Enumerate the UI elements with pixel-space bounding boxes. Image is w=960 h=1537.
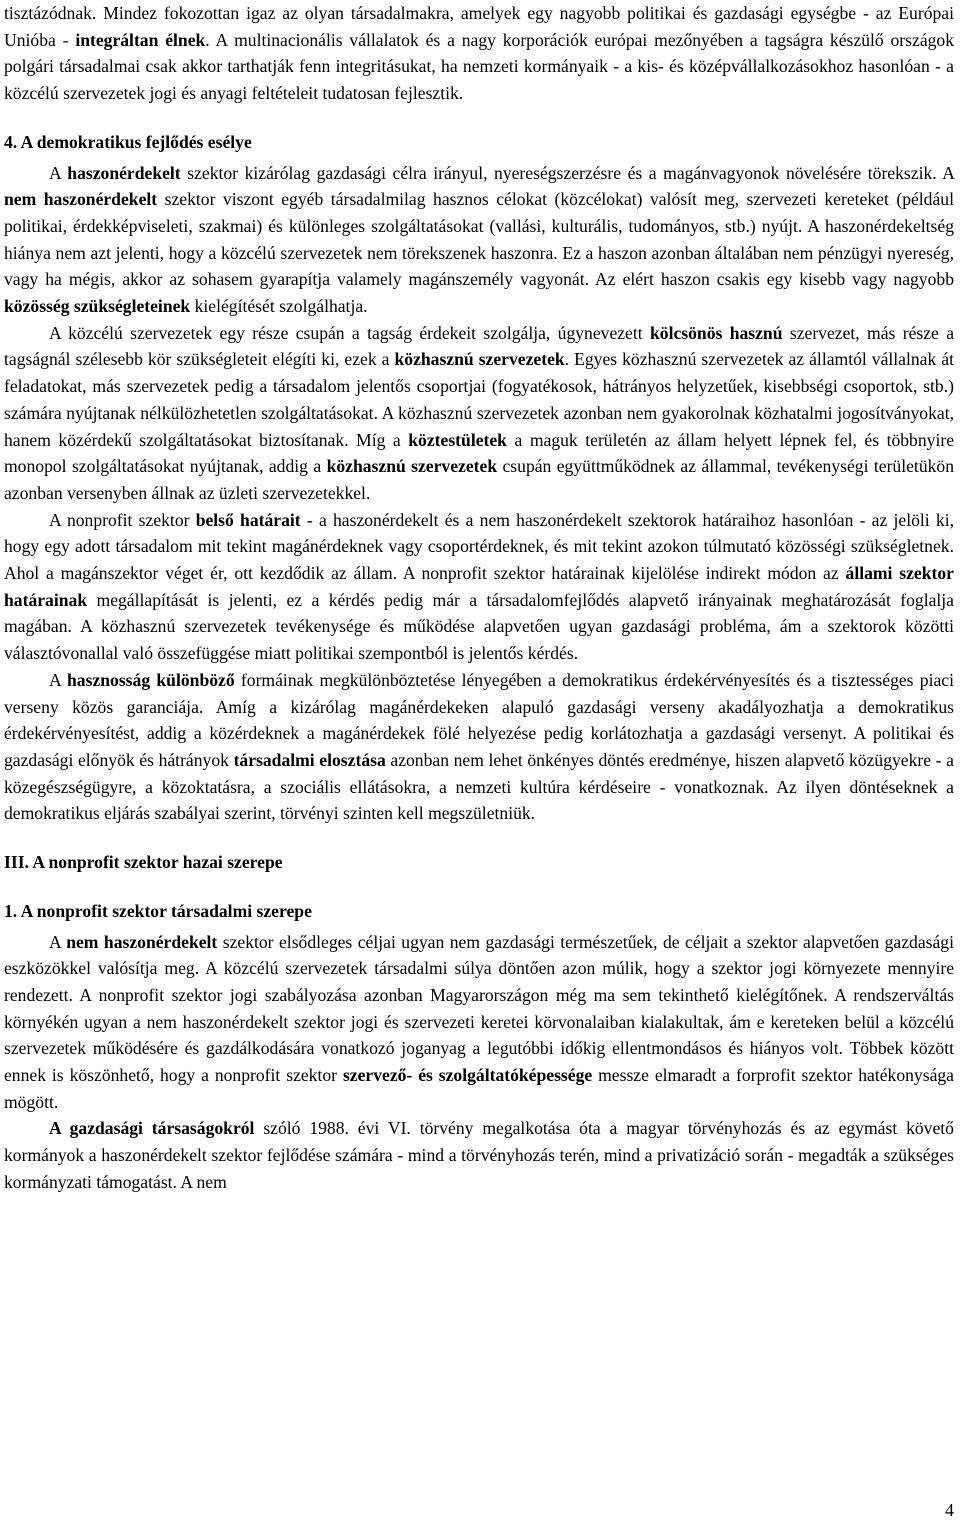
paragraph-2: A közcélú szervezetek egy része csupán a tagság érdekeit szolgálja, úgynevezett kölcsönös hasznú szervezet, más része a tagságnál szélesebb kör szükségleteit elégíti ki, ezek a közhasznú szervezetek. Egyes közhasznú szervezetek az államtól vállalnak át feladatokat, más szervezetek pedig a társadalom jelentős csoportjai (fogyatékosok, hátrányos helyzetűek, kisebbségi csoportok, stb.) számára nyújtanak nélkülözhetetlen szolgáltatásokat. A közhasznú szervezetek azonban nem gyakorolnak közhatalmi jogosítványokat, hanem közérdekű szolgáltatásokat biztosítanak. Míg a köztestületek a maguk területén az állam helyett lépnek fel, és többnyire monopol szolgáltatásokat nyújtanak, addig a közhasznú szervezetek csupán együttműködnek az állammal, tevékenységi területükön azonban versenyben állnak az üzleti szervezetekkel. (4, 322, 955, 503)
paragraph-5: A nem haszonérdekelt szektor elsődleges céljai ugyan nem gazdasági természetűek, de céljait a szektor alapvetően gazdasági eszközökkel valósítja meg. A közcélú szervezetek társadalmi súlya döntően azon múlik, hogy a szektor jogi környezete mennyire rendezett. A nonprofit szektor jogi szabályozása azonban Magyarországon még ma sem tekinthető kielégítőnek. A rendszerváltás környékén ugyan a nem haszonérdekelt szektor jogi és szervezeti keretei körvonalaiban kialakultak, ám e kereteken belül a közcélú szervezetek működésére és gazdálkodására vonatkozó joganyag a legutóbbi időkig ellentmondásos és hiányos volt. Többek között ennek is köszönhető, hogy a nonprofit szektor szervező- és szolgáltatóképessége messze elmaradt a forprofit szektor hatékonysága mögött. (4, 931, 954, 1112)
document-page (4, 0, 954, 1196)
paragraph-6: A gazdasági társaságokról szóló 1988. évi VI. törvény megalkotása óta a magyar törvényhozás és az egymást követő kormányok a haszonérdekelt szektor fejlődése számára - mind a törvényhozás terén, mind a privatizáció során - megadták a szükséges kormányzati támogatást. A nem (4, 1118, 954, 1192)
paragraph-3: A nonprofit szektor belső határait - a haszonérdekelt és a nem haszonérdekelt szektorok határaihoz hasonlóan - az jelöli ki, hogy egy adott társadalom mit tekint magánérdeknek vagy csoportérdeknek, és mit tekint azokon túlmutató közösségi szükségletnek. Ahol a magánszektor véget ér, ott kezdődik az állam. A nonprofit szektor határainak kijelölése indirekt módon az állami szektor határainak megállapítását is jelenti, ez a kérdés pedig már a társadalomfejlődés alapvető irányainak meghatározását foglalja magában. A közhasznú szervezetek tevékenysége és működése alapvetően ugyan gazdasági probléma, ám a szektorok közötti választóvonallal való összefüggése miatt politikai szempontból is jelentős kérdés. (4, 509, 954, 664)
paragraph-intro: tisztázódnak. Mindez fokozottan igaz az olyan társadalmakra, amelyek egy nagyobb politikai és gazdasági egységbe - az Európai Unióba - integráltan élnek. A multinacionális vállalatok és a nagy korporációk európai mezőnyében a tagságra készülő országok polgári társadalmai csak akkor tarthatják fenn integritásukat, ha nemzeti kormányaik - a kis- és középvállalkozásokhoz hasonlóan - a közcélú szervezetek jogi és anyagi feltételeit tudatosan fejlesztik. (4, 3, 955, 104)
section-heading-4: 4. A demokratikus fejlődés esélye (4, 131, 252, 152)
section-heading-1: 1. A nonprofit szektor társadalmi szerepe (4, 900, 312, 921)
section-heading-III: III. A nonprofit szektor hazai szerepe (4, 852, 283, 873)
paragraph-1: A haszonérdekelt szektor kizárólag gazdasági célra irányul, nyereségszerzésre és a magánvagyonok növelésére törekszik. A nem haszonérdekelt szektor viszont egyéb társadalmilag hasznos célokat (közcélokat) valósít meg, szervezeti kereteket (például politikai, érdekképviseleti, szakmai) és különleges szolgáltatásokat (vallási, kulturális, tudományos, stb.) nyújt. A haszonérdekeltség hiánya nem azt jelenti, hogy a közcélú szervezetek nem törekszenek haszonra. Ez a haszon azonban általában nem pénzügyi nyereség, vagy ha mégis, akkor az sohasem gyarapítja valamely magánszemély vagyonát. Az elért haszon csakis egy kisebb vagy nagyobb közösség szükségleteinek kielégítését szolgálhatja. (4, 162, 954, 317)
page-number: 4 (945, 1500, 954, 1520)
paragraph-4: A hasznosság különböző formáinak megkülönböztetése lényegében a demokratikus érdekérvényesítés és a tisztességes piaci verseny közös garanciája. Amíg a kizárólag magánérdekeken alapuló gazdasági verseny akadályozhatja a demokratikus érdekérvényesítést, addig a közérdeknek a magánérdekek fölé helyezése pedig korlátozhatja a gazdasági versenyt. A politikai és gazdasági előnyök és hátrányok társadalmi elosztása azonban nem lehet önkényes döntés eredménye, hiszen alapvető közügyekre - a közegészségügyre, a közoktatásra, a szociális ellátásokra, a nemzeti kultúra kérdéseire - vonatkoznak. Az ilyen döntéseknek a demokratikus eljárás szabályai szerint, törvényi szinten kell megszületniük. (4, 669, 954, 824)
emphasis: integráltan élnek (75, 29, 206, 50)
